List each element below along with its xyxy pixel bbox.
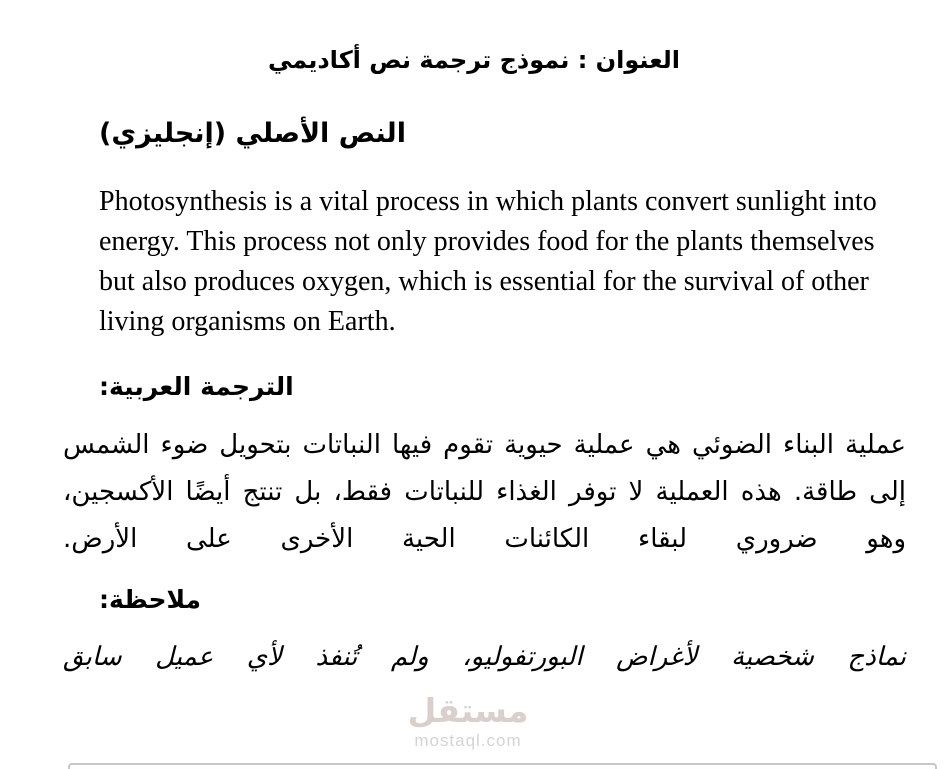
heading-note: ملاحظة: [99, 584, 201, 614]
heading-arabic-translation: الترجمة العربية: [99, 372, 294, 402]
arabic-translation-paragraph: عملية البناء الضوئي هي عملية حيوية تقوم فيها النباتات بتحويل ضوء الشمس إلى طاقة. هذه العملية لا توفر الغذاء للنباتات فقط، بل تنتج أيضًا الأكسجين، وهو ضروري لبقاء الكائنات الحية الأخرى على الأرض. [63, 429, 906, 554]
document-title: العنوان : نموذج ترجمة نص أكاديمي [267, 46, 680, 74]
english-paragraph: Photosynthesis is a vital process in which plants convert sunlight into energy. This process not only provides food for the plants themselves but also produces oxygen, which is essential for the survival of other living organisms on Earth. [99, 186, 877, 338]
mostaql-logo-wordmark: مستقل [407, 691, 529, 730]
mostaql-watermark [398, 693, 538, 751]
note-paragraph: نماذج شخصية لأغراض البورتفوليو، ولم تُنفذ لأي عميل سابق [63, 641, 906, 672]
heading-original-text: النص الأصلي (إنجليزي) [99, 117, 406, 149]
next-page-edge [68, 763, 937, 769]
mostaql-domain-text: mostaql.com [414, 731, 522, 751]
